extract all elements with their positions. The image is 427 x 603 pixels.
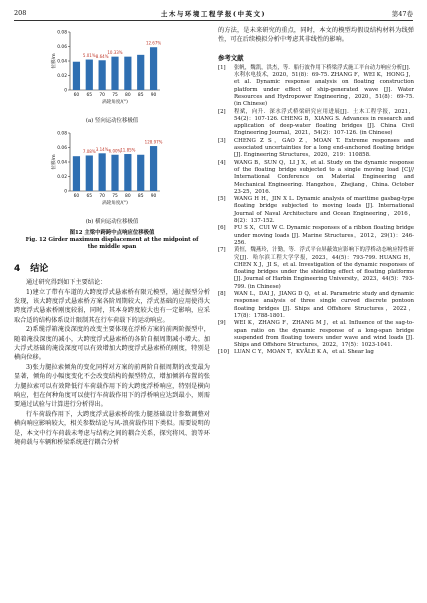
data-label: 8.64% bbox=[95, 53, 109, 59]
paragraph: 3)张力腿拉索倾角的变化同样对方案的前两阶自振周期的改变最为显著，倾角的小幅度变化不会改变结构的振型特点，增加倾斜布置的张力腿拉索可以有效降低行车荷载作用下的大跨度浮桥响应，特别是横向响应，但在何种角度可以使行车荷载作用下的浮桥响应达到最小，则需要通过试验与计算进行分析得出。 bbox=[14, 363, 210, 409]
x-tick-label: 80 bbox=[125, 93, 131, 98]
y-tick-label: 0.06 bbox=[57, 45, 67, 51]
chart-b-svg bbox=[14, 127, 210, 211]
y-tick-label: 0.04 bbox=[57, 59, 67, 65]
bar bbox=[124, 57, 131, 90]
x-tick-label: 65 bbox=[86, 194, 93, 199]
y-tick-label: 0.02 bbox=[57, 175, 67, 181]
reference-item bbox=[218, 160, 414, 196]
reference-number: [8] bbox=[218, 291, 226, 298]
reference-text: WANG H H，JIN X L. Dynamic analysis of maritime gasbag-type floating bridge subjected to moving loads [J]. International Journal of Naval Architecture and Ocean Engineering，2016，8(2)：137-152. bbox=[234, 196, 414, 225]
bar bbox=[111, 155, 118, 191]
reference-text: WEI K，ZHANG F，ZHANG M J，et al. Influence of the sag-to-span ratio on the dynamic response of a long-span bridge suspended from floating towers under wave and wind loads [J]. Ships and Offshore Structures，2022，17(5)：1023-1041. bbox=[234, 320, 414, 349]
y-axis-label: 位移/m bbox=[52, 154, 57, 170]
section-heading bbox=[14, 261, 210, 274]
volume-label: 第47卷 bbox=[391, 10, 413, 18]
reference-number: [5] bbox=[218, 196, 226, 203]
reference-item bbox=[218, 109, 414, 138]
reference-number: [10] bbox=[218, 349, 230, 356]
reference-number: [1] bbox=[218, 64, 226, 71]
y-tick-label: 0.08 bbox=[57, 131, 67, 137]
figure-caption-cn: 图12 主梁中跨跨中点响应位移极值 bbox=[69, 230, 155, 236]
reference-number: [4] bbox=[218, 159, 226, 166]
y-tick-label: 0.02 bbox=[57, 74, 67, 80]
reference-number: [7] bbox=[218, 247, 226, 254]
reference-number: [9] bbox=[218, 320, 226, 327]
chart-a-svg bbox=[14, 26, 210, 110]
data-label: 10.33% bbox=[107, 50, 123, 56]
reference-text: CHENG Z S，GAO Z，MOAN T. Extreme responses and associated uncertainties for a long end-anchored floating bridge [J]. Engineering Structures，2020，219：110858. bbox=[234, 137, 414, 159]
paragraph: 行车荷载作用下，大跨度浮式悬索桥的张力腿基础设计参数调整对横向响应影响较大，相关参数结论与风-浪荷载作用下类似。需要说明的是，本文中行车荷载未考虑与结构之间的耦合关系，探究将风、浪等环境荷载与车辆和桥梁系统进行耦合分析 bbox=[14, 410, 210, 447]
bar bbox=[111, 57, 118, 90]
reference-text: 张帆，魏凯，洪杰，等．船行波作用下桥梁浮式施工平台动力响应分析[J]．水利水电技术，2020，51(8)：69-75. ZHANG F，WEI K，HONG J，et al. Dynamic response analysis on floating construction platform under effect of ship-generated wave [J]. Water Resources and Hydropower Engineering，2020，51(8)：69-75. (in Chinese) bbox=[234, 64, 414, 108]
y-tick-label: 0.06 bbox=[57, 146, 67, 152]
reference-item bbox=[218, 291, 414, 320]
reference-item bbox=[218, 225, 414, 247]
reference-item bbox=[218, 138, 414, 160]
x-tick-label: 90 bbox=[150, 194, 157, 199]
reference-text: 黄恒，魏燕玲，汁勤，等．浮式平台屏蔽效应影响下的浮桥动态响应特性研究[J]．哈尔滨工程大学学报，2023，44(5)：793-799. HUANG H，CHEN X J，JI S，et al. Investigation of the dynamic responses of floating bridges under the shielding effect of floating platforms [J]. Journal of Harbin Engineering University，2023，44(5)：793-799. (in Chinese) bbox=[234, 247, 414, 290]
reference-text: FU S X，CUI W C. Dynamic responses of a ribbon floating bridge under moving loads [J]. Marine Structures，2012，29(1)：246-256. bbox=[234, 225, 414, 246]
reference-text: 程斌，向升．深水浮式桥梁研究应用进展[J]．土木工程学报，2021，54(2)：107-126. CHENG B，XIANG S. Advances in research and application of deep-water floating bridges [J]. China Civil Engineering Journal，2021，54(2)：107-126. (in Chinese) bbox=[234, 108, 414, 137]
chart-a bbox=[14, 26, 210, 118]
bar bbox=[124, 154, 131, 191]
reference-item bbox=[218, 65, 414, 109]
x-axis-label: 涡轮角度/(°) bbox=[102, 100, 128, 105]
reference-text: WAN L，DAI J，JIANG D Q，et al. Parametric study and dynamic response analysis of three single curved discrete pontoon floating bridges [J]. Ships and Offshore Structures，2022，17(8)：1788-1801. bbox=[234, 291, 414, 319]
reference-number: [3] bbox=[218, 137, 226, 144]
bar bbox=[99, 153, 106, 191]
bar bbox=[86, 155, 93, 191]
reference-list bbox=[218, 65, 414, 357]
x-tick-label: 65 bbox=[86, 93, 93, 98]
page-number: 208 bbox=[14, 9, 27, 17]
x-tick-label: 80 bbox=[125, 194, 131, 199]
right-column bbox=[218, 26, 414, 357]
left-column bbox=[14, 26, 210, 448]
data-label: 11.85% bbox=[120, 147, 136, 153]
journal-title: 土木与环境工程学报(中英文) bbox=[160, 10, 267, 18]
data-label: 3.14% bbox=[95, 146, 109, 152]
bar bbox=[86, 60, 93, 90]
bar bbox=[150, 146, 157, 191]
reference-item bbox=[218, 247, 414, 291]
bar bbox=[73, 62, 80, 90]
x-tick-label: 70 bbox=[99, 194, 105, 199]
paragraph: 1)建立了带有车道的大跨度浮式悬索桥有限元模型，通过振型分析发现，该大跨度浮式悬索桥方案各阶周期较大，浮式基础的应用使得大跨度浮式悬索桥刚度较弱，同时，其本身跨度较大也有一定影响，应采取合适的结构体系设计限制其在行车荷载下的运动响应。 bbox=[14, 288, 210, 324]
data-label: 128.97% bbox=[144, 139, 163, 145]
x-tick-label: 60 bbox=[73, 194, 80, 199]
y-axis-label: 位移/m bbox=[52, 53, 57, 69]
x-tick-label: 75 bbox=[112, 194, 118, 199]
reference-text: WANG B，SUN Q，LI J X，et al. Study on the dynamic response of the floating bridge subjected to a single moving load [C]// International Conference on Material Engineering and Mechanical Engineering. Hangzhou，Zhejiang，China. October 23-25，2016. bbox=[234, 159, 414, 195]
bar bbox=[137, 55, 144, 90]
reference-item bbox=[218, 196, 414, 225]
reference-number: [6] bbox=[218, 225, 226, 232]
bar bbox=[137, 155, 144, 191]
data-label: 12.67% bbox=[145, 40, 162, 46]
y-tick-label: 0.04 bbox=[57, 160, 67, 166]
references-heading: 参考文献 bbox=[218, 53, 244, 62]
x-tick-label: 70 bbox=[99, 93, 105, 98]
paragraph: 通过研究得到如下主要结论： bbox=[26, 279, 107, 287]
bar bbox=[73, 156, 80, 191]
x-tick-label: 60 bbox=[73, 93, 80, 98]
y-tick-label: 0 bbox=[64, 88, 67, 94]
x-tick-label: 90 bbox=[150, 93, 157, 98]
bar bbox=[99, 60, 106, 90]
reference-item bbox=[218, 349, 414, 356]
x-tick-label: 85 bbox=[137, 93, 144, 98]
x-axis-label: 涡轮角度/(°) bbox=[102, 201, 128, 206]
data-label: 7.08% bbox=[82, 148, 96, 154]
paragraph-continued: 的方法，是未来研究的重点，同时，本文的模型均假设结构材料为线弹性，可在后续模拟分析中考虑其非线性的影响。 bbox=[218, 27, 414, 44]
reference-text: LUAN C Y，MOAN T，KVÅLE K A，et al. Shear lag bbox=[234, 349, 374, 356]
page-header bbox=[14, 6, 413, 21]
reference-item bbox=[218, 320, 414, 349]
y-tick-label: 0.08 bbox=[57, 30, 67, 36]
section-number: 4 bbox=[14, 264, 21, 275]
x-tick-label: 85 bbox=[137, 194, 144, 199]
chart-b-caption: (b) 横向运动位移极值 bbox=[85, 219, 139, 225]
bar bbox=[150, 47, 157, 90]
chart-b bbox=[14, 127, 210, 219]
paragraph: 2)系缆浮箱淹没深度的改变主要体现在浮桥方案的前两阶振型中，随着淹没深度的减小，大跨度浮式悬索桥的各阶自振周期减小增大。加大浮式基础的淹没深度可以有效增加大跨度浮式悬索桥的刚度，特别是横向位移。 bbox=[14, 326, 210, 362]
y-tick-label: 0 bbox=[64, 189, 67, 195]
data-label: 5.01% bbox=[82, 53, 96, 59]
conclusions bbox=[14, 278, 210, 447]
figure-caption-en: Fig. 12 Girder maximum displacement at the midpoint of the middle span bbox=[25, 237, 199, 251]
section-title: 结论 bbox=[30, 264, 49, 275]
chart-a-caption: (a) 竖向运动位移极值 bbox=[85, 118, 139, 124]
x-tick-label: 75 bbox=[112, 93, 118, 98]
reference-number: [2] bbox=[218, 108, 226, 115]
data-label: 6.00% bbox=[108, 148, 122, 154]
